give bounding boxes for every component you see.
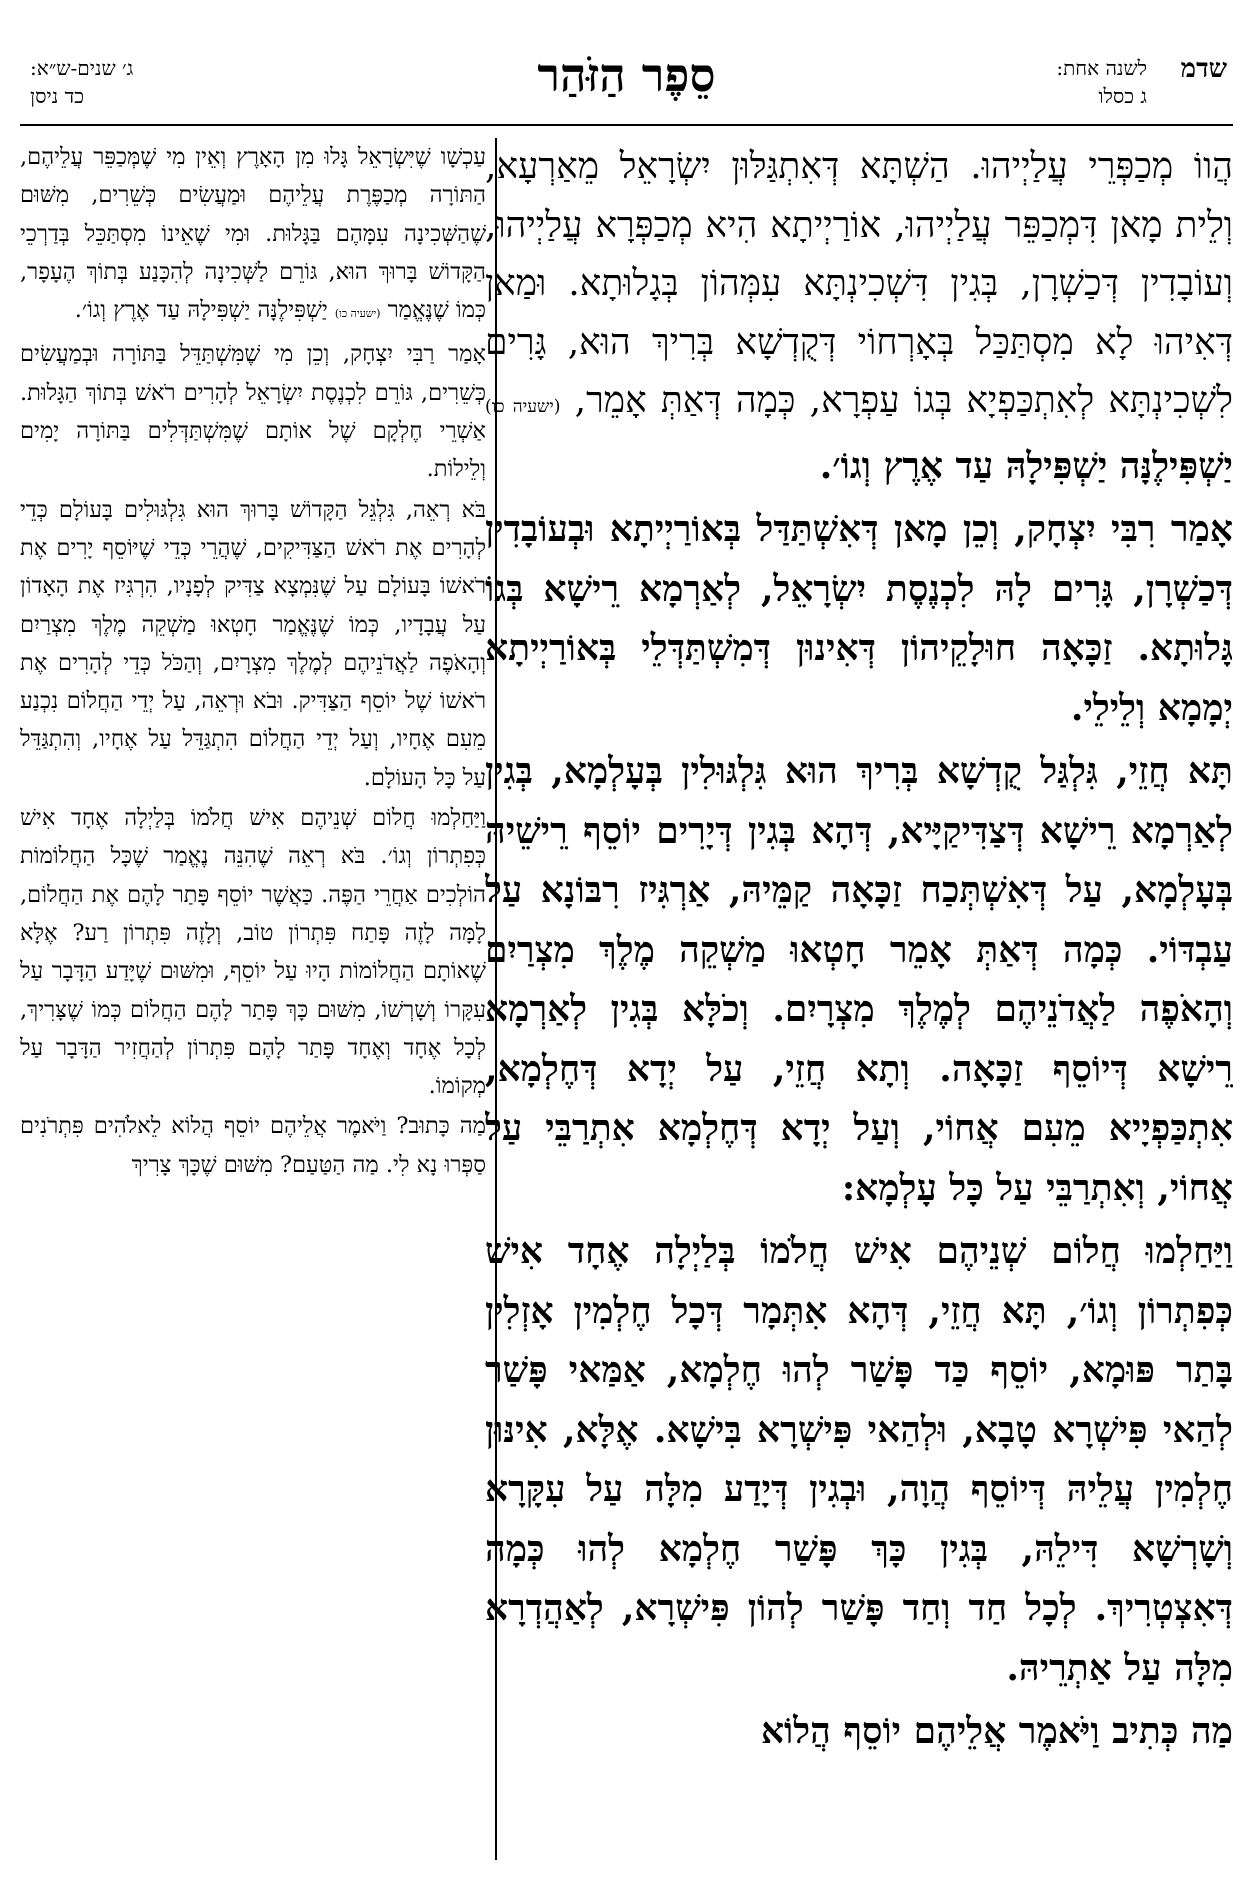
main-text: תָּא חֲזֵי, גִּלְגַּל קֻדְשָׁא בְּרִיךְ הוּא גִּלְגּוּלִין בְּעָלְמָא, בְּגִין לְאַרְמָא רֵישָׁא דְּצַדִּיקַיָּיא, דְּהָא בְּגִין דְּיָרִים יוֹסֵף רֵישֵׁיהּ בְּעָלְמָא, עַל דְּאִשְׁתְּכַח זַכָּאָה קַמֵּיהּ, אַרְגִּיז רִבּוֹנָא עַל עַבְדּוֹי. כְּמָה דְּאַתְּ אָמֵר חָטְאוּ מַשְׁקֵה מֶלֶךְ מִצְרַיִם וְהָאֹפֶה לַאֲדֹנֵיהֶם לְמֶלֶךְ מִצְרָיִם. וְכֹלָּא בְּגִין לְאַרְמָא רֵישָׁא דְּיוֹסֵף זַכָּאָה. וְתָא חֲזֵי, עַל יְדָא דְּחֶלְמָא, אִתְכַּפְיָיא מֵעִם אֲחוֹי, וְעַל יְדָא דְּחֶלְמָא אִתְרַבֵּי עַל אֲחוֹי, וְאִתְרַבֵּי עַל כָּל עָלְמָא: — [485, 750, 1233, 1209]
side-paragraph — [20, 491, 486, 797]
main-text: מַה כְּתִיב וַיֹּאמֶר אֲלֵיהֶם יוֹסֵף הֲלוֹא — [760, 1710, 1233, 1752]
main-paragraph — [485, 500, 1233, 738]
side-paragraph — [20, 1107, 486, 1184]
header-rule — [20, 124, 1233, 126]
verse-quote: יַשְׁפִּילֶנָּה יַשְׁפִּילָהּ עַד אֶרֶץ וְגוֹ׳. — [74, 297, 328, 324]
side-text: בֹּא רְאֵה, גִּלְגֵּל הַקָּדוֹשׁ בָּרוּךְ הוּא גִּלְגּוּלִים בָּעוֹלָם כְּדֵי לְהָרִים אֶת רֹאשׁ הַצַּדִּיקִים, שֶׁהֲרֵי כְּדֵי שֶׁיּוֹסֵף יָרִים אֶת רֹאשׁוֹ בָּעוֹלָם עַל שֶׁנִּמְצָא צַדִּיק לְפָנָיו, הִרְגִּיז אֶת הָאָדוֹן עַל עֲבָדָיו, כְּמוֹ שֶׁנֶּאֱמַר חָטְאוּ מַשְׁקֵה מֶלֶךְ מִצְרַיִם וְהָאֹפֶה לַאֲדֹנֵיהֶם לְמֶלֶךְ מִצְרָיִם, וְהַכֹּל כְּדֵי לְהָרִים אֶת רֹאשׁוֹ שֶׁל יוֹסֵף הַצַּדִּיק. וּבֹא וּרְאֵה, עַל יְדֵי הַחֲלוֹם נִכְנַע מֵעִם אֶחָיו, וְעַל יְדֵי הַחֲלוֹם הִתְגַּדֵּל עַל אֶחָיו, וְהִתְגַּדֵּל עַל כָּל הָעוֹלָם. — [20, 496, 486, 791]
column-divider — [495, 138, 497, 1860]
main-text: אָמַר רִבִּי יִצְחָק, וְכֵן מָאן דְּאִשְׁתַּדַּל בְּאוֹרַיְיתָא וּבְעוֹבָדִין דְּכַשְׁרָן, גָּרִים לָהּ לִכְנֶסֶת יִשְׂרָאֵל, לְאַרְמָא רֵישָׁא בְּגוֹ גָּלוּתָא. זַכָּאָה חוּלָקֵיהוֹן דְּאִינוּן דְּמִשְׁתַּדְּלֵי בְּאוֹרַיְיתָא יְמָמָא וְלֵילֵי. — [485, 508, 1233, 729]
side-paragraph — [20, 138, 486, 333]
main-paragraph — [485, 138, 1233, 496]
aramaic-main-column — [485, 138, 1233, 1860]
side-paragraph — [20, 335, 486, 488]
page-header — [20, 42, 1233, 128]
main-paragraph — [485, 742, 1233, 1218]
study-date-one-year: ג כסלו — [1098, 84, 1147, 108]
main-text: וַיַּחַלְמוּ חֲלוֹם שְׁנֵיהֶם אִישׁ חֲלֹמוֹ בְּלַיְלָה אֶחָד אִישׁ כְּפִתְרוֹן וְגוֹ׳, תָּא חֲזֵי, דְּהָא אִתְּמָר דְּכָל חֶלְמִין אָזְלִין בָּתַר פּוּמָא, יוֹסֵף כַּד פָּשַׁר לְהוּ חֶלְמָא, אַמַּאי פָּשַׁר לְהַאי פִּישְׁרָא טָבָא, וּלְהַאי פִּישְׁרָא בִּישָׁא. אֶלָּא, אִינּוּן חֶלְמִין עֲלֵיהּ דְּיוֹסֵף הֲוָה, וּבְגִין דְּיָדַע מִלָּה עַל עִקָּרָא וְשָׁרְשָׁא דִּילֵהּ, בְּגִין כָּךְ פָּשַׁר חֶלְמָא לְהוּ כְּמָה דְּאִצְטְרִיךְ. לְכָל חַד וְחַד פָּשַׁר לְהוֹן פִּישְׁרָא, לְאַהֲדְרָא מִלָּה עַל אַתְרֵיהּ. — [485, 1230, 1233, 1689]
verse-reference: (ישעיה כו) — [485, 397, 561, 417]
study-schedule-one-year: לשנה אחת: — [1056, 56, 1147, 80]
side-text: מַה כָּתוּב? וַיֹּאמֶר אֲלֵיהֶם יוֹסֵף הֲלוֹא לֵאלֹהִים פִּתְרֹנִים סַפְּרוּ נָא לִי. מַה הַטַּעַם? מִשּׁוּם שֶׁכָּךְ צָרִיךְ — [20, 1113, 486, 1178]
hebrew-translation-column — [20, 138, 486, 1860]
side-text: עַכְשָׁו שֶׁיִּשְׂרָאֵל גָּלוּ מִן הָאָרֶץ וְאֵין מִי שֶׁמְּכַפֵּר עֲלֵיהֶם, הַתּוֹרָה מְכַפֶּרֶת עֲלֵיהֶם וּמַעֲשִׂים כְּשֵׁרִים, מִשּׁוּם שֶׁהַשְּׁכִינָה עִמָּהֶם בַּגָּלוּת. וּמִי שֶׁאֵינוֹ מִסְתַּכֵּל בְּדַרְכֵי הַקָּדוֹשׁ בָּרוּךְ הוּא, גּוֹרֵם לַשְּׁכִינָה לְהִכָּנַע בְּתוֹךְ הֶעָפָר, כְּמוֹ שֶׁנֶּאֱמַר — [20, 144, 486, 324]
side-text: וַיַּחַלְמוּ חֲלוֹם שְׁנֵיהֶם אִישׁ חֲלֹמוֹ בְּלַיְלָה אֶחָד אִישׁ כְּפִתְרוֹן וְגוֹ׳. בֹּא רְאֵה שֶׁהִנֵּה נֶאֱמַר שֶׁכָּל הַחֲלוֹמוֹת הוֹלְכִים אַחֲרֵי הַפֶּה. כַּאֲשֶׁר יוֹסֵף פָּתַר לָהֶם אֶת הַחֲלוֹם, לָמָּה לָזֶה פָּתַח פִּתְרוֹן טוֹב, וְלָזֶה פִּתְרוֹן רַע? אֶלָּא שֶׁאוֹתָם הַחֲלוֹמוֹת הָיוּ עַל יוֹסֵף, וּמִשּׁוּם שֶׁיָּדַע הַדָּבָר עַל עִקָּרוֹ וְשָׁרְשׁוֹ, מִשּׁוּם כָּךְ פָּתַר לָהֶם הַחֲלוֹם כְּמוֹ שֶׁצָּרִיךְ, לְכָל אֶחָד וְאֶחָד פָּתַר לָהֶם פִּתְרוֹן לְהַחֲזִיר הַדָּבָר עַל מְקוֹמוֹ. — [20, 805, 486, 1100]
study-schedule-three-year: ג׳ שנים-ש״א: — [30, 56, 134, 80]
document-page — [20, 42, 1233, 1868]
verse-reference: (ישעיה כו) — [334, 307, 381, 321]
side-text: אָמַר רַבִּי יִצְחָק, וְכֵן מִי שֶׁמִּשְׁתַּדֵּל בַּתּוֹרָה וּבְמַעֲשִׂים כְּשֵׁרִים, גּוֹרֵם לִכְנֶסֶת יִשְׂרָאֵל לְהָרִים רֹאשׁ בְּתוֹךְ הַגָּלוּת. אַשְׁרֵי חֶלְקָם שֶׁל אוֹתָם שֶׁמִּשְׁתַּדְּלִים בַּתּוֹרָה יָמִים וְלֵילוֹת. — [20, 341, 486, 483]
side-paragraph — [20, 799, 486, 1105]
verse-quote: יַשְׁפִּילֶנָּה יַשְׁפִּילָהּ עַד אֶרֶץ וְגוֹ׳. — [819, 444, 1233, 487]
study-date-three-year: כד ניסן — [30, 84, 84, 108]
main-text: הֲווֹ מְכַפְּרֵי עֲלַיְיהוּ. הַשְׁתָּא דְּאִתְגַּלּוּן יִשְׂרָאֵל מֵאַרְעָא, וְלֵית מָאן דִּמְכַפֵּר עֲלַיְיהוּ, אוֹרַיְיתָא הִיא מְכַפְּרָא עֲלַיְיהוּ, וְעוֹבָדִין דְּכַשְׁרָן, בְּגִין דִּשְׁכִינְתָּא עִמְּהוֹן בְּגָלוּתָא. וּמַאן דְּאִיהוּ לָא מִסְתַּכַּל בְּאָרְחוֹי דְּקֻדְשָׁא בְּרִיךְ הוּא, גָּרִים לִשְׁכִינְתָּא לְאִתְכַּפְיָא בְּגוֹ עַפְרָא, כְּמָה דְּאַתְּ אָמֵר, — [485, 146, 1233, 421]
book-title: סֵפֶר הַזֹּהַר — [537, 48, 716, 102]
page-number: שדמ — [1180, 54, 1227, 84]
main-paragraph — [485, 1222, 1233, 1698]
main-paragraph — [485, 1702, 1233, 1762]
